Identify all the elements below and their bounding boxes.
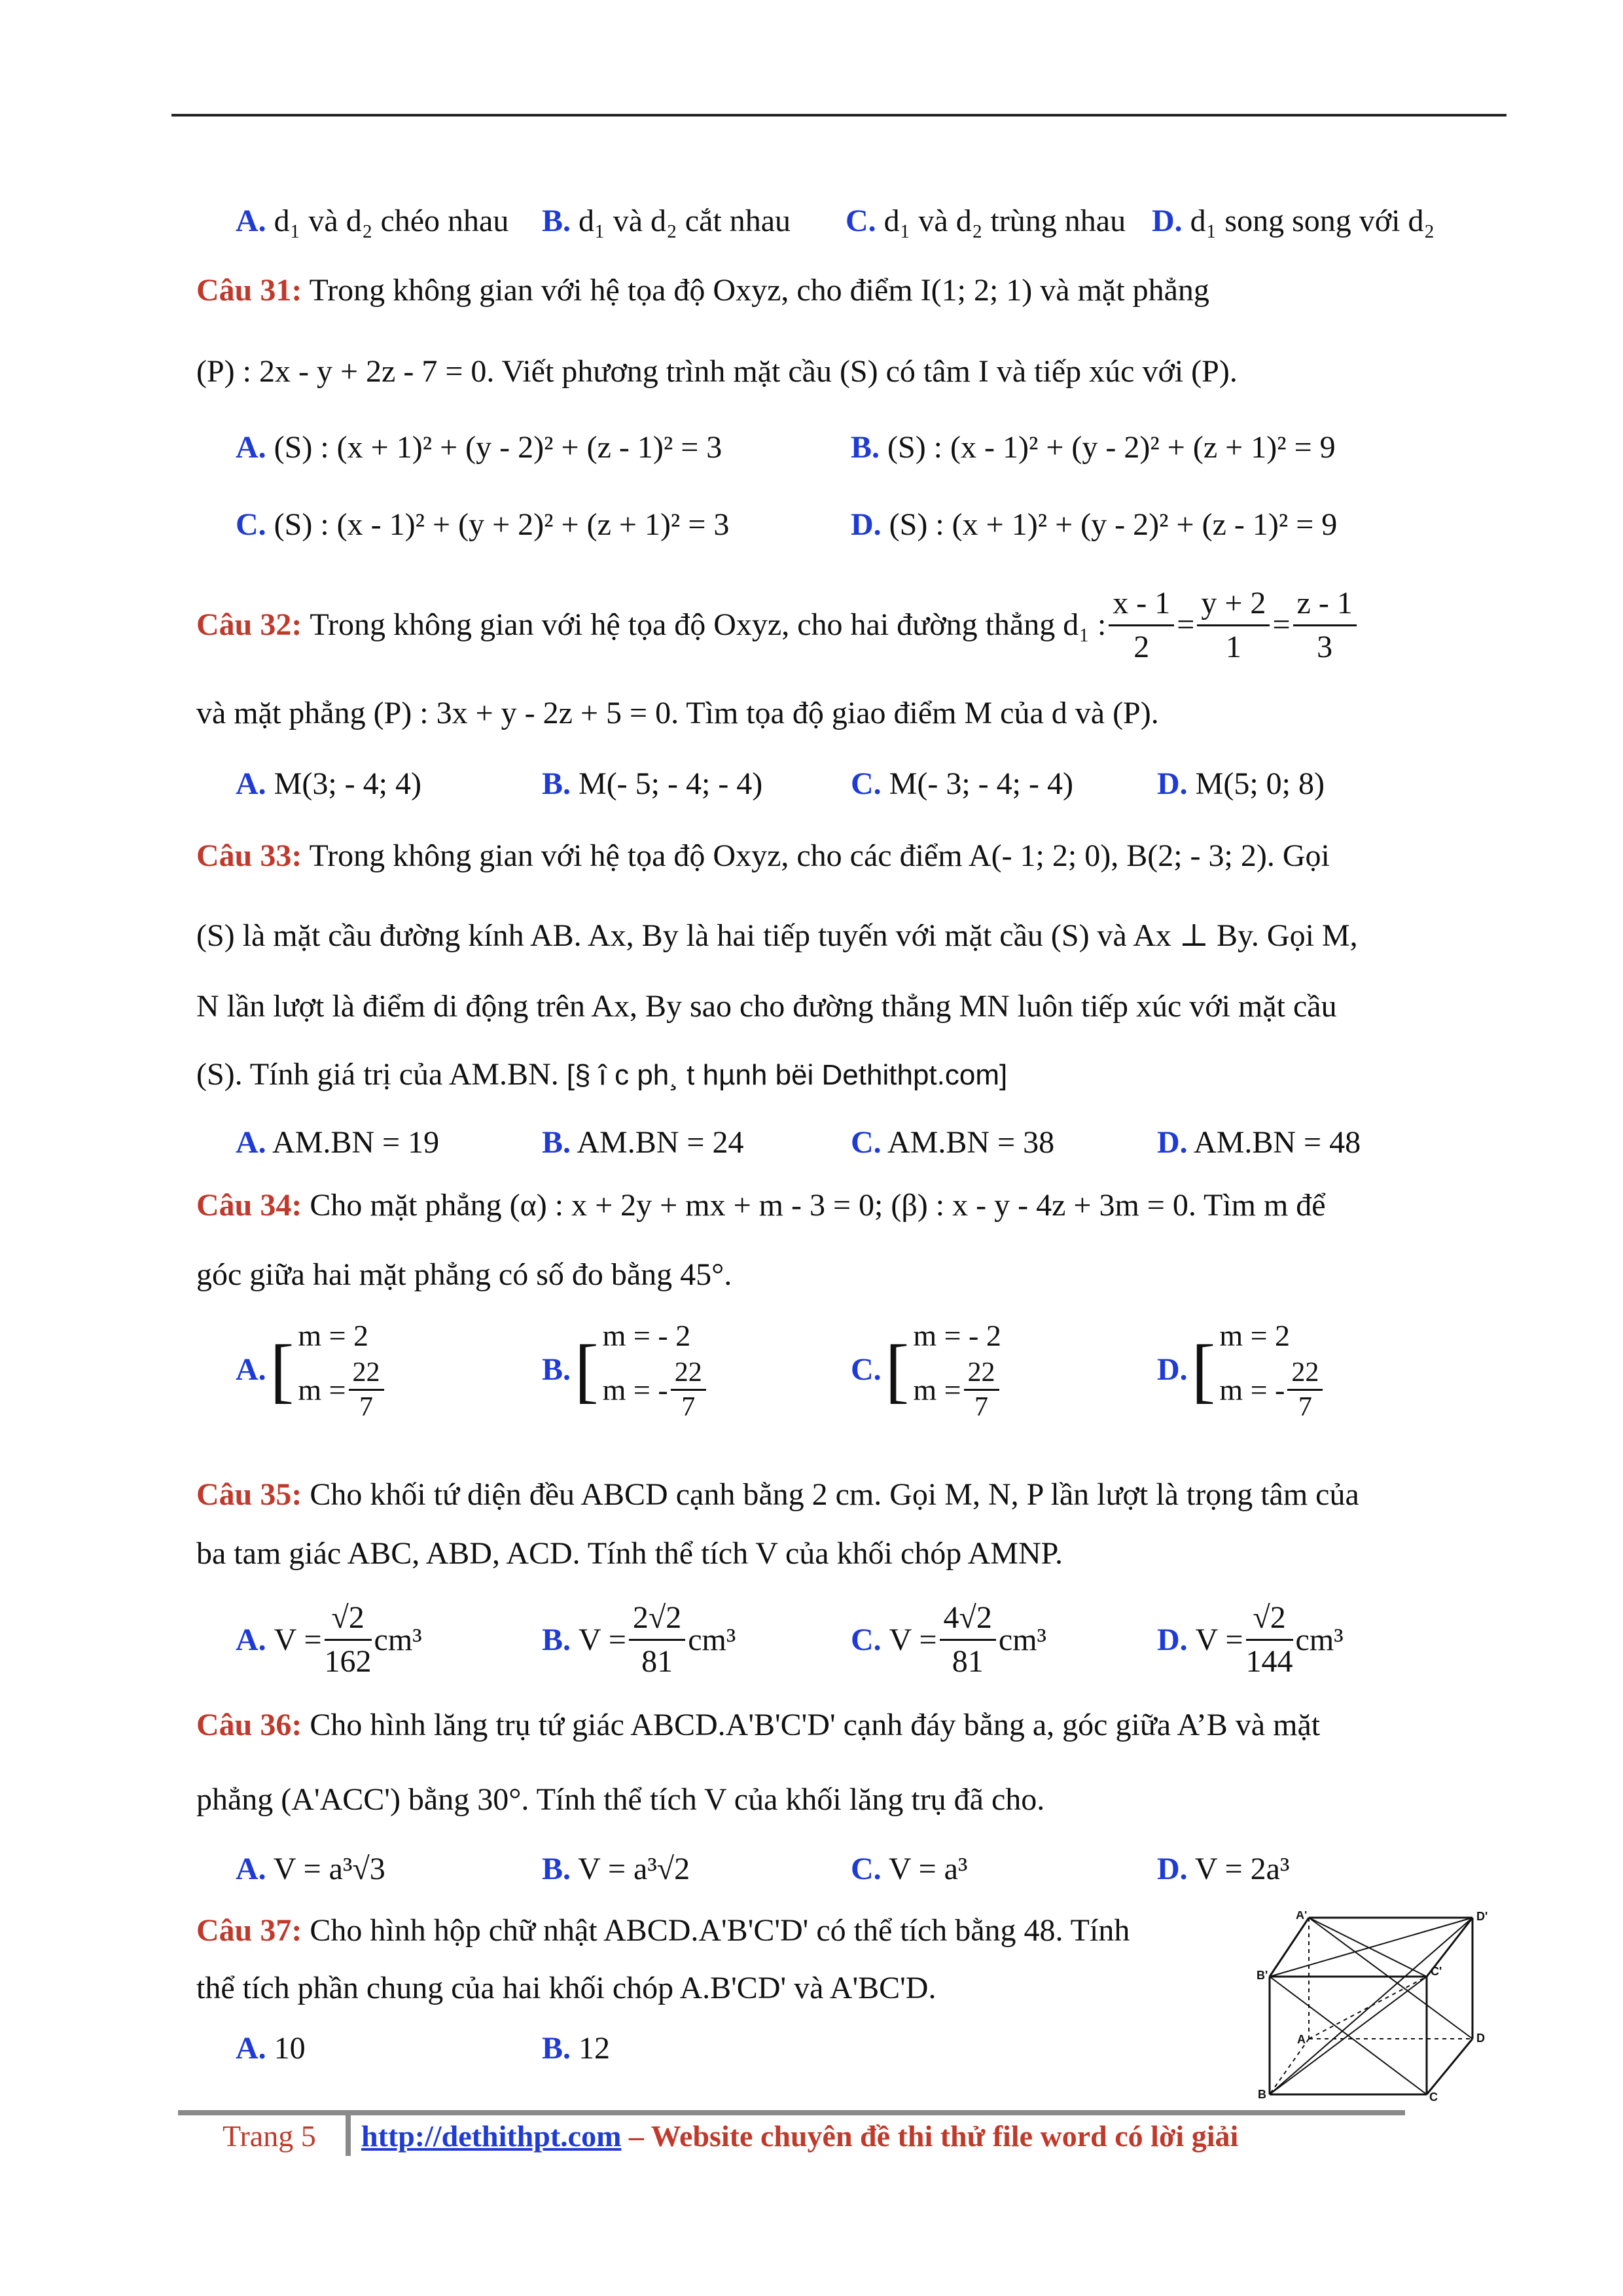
answer-label-c: C.: [846, 204, 876, 238]
question-number: Câu 34:: [196, 1188, 302, 1223]
question-text: phẳng (A'ACC') bằng 30°. Tính thể tích V của khối lăng trụ đã cho.: [196, 1782, 1045, 1817]
answer-d: V = 2a³: [1194, 1852, 1290, 1886]
question-text: Trong không gian với hệ tọa độ Oxyz, cho hai đường thẳng d₁ :: [310, 607, 1107, 642]
question-text: (S). Tính giá trị của AM.BN.: [196, 1057, 559, 1092]
answer-a: M(3; - 4; 4): [274, 766, 421, 801]
answer-a: V = a³√3: [273, 1852, 385, 1886]
answer-d: AM.BN = 48: [1194, 1125, 1361, 1160]
answer-c: V = a³: [888, 1852, 968, 1886]
question-number: Câu 31:: [196, 273, 302, 308]
answer-label-b: B.: [542, 2031, 571, 2066]
answer-label-c: C.: [851, 1352, 882, 1387]
question-text: Trong không gian với hệ tọa độ Oxyz, cho các điểm A(- 1; 2; 0), B(2; - 3; 2). Gọi: [309, 838, 1330, 873]
answer-label-a: A.: [236, 1352, 266, 1387]
question-text: Cho hình hộp chữ nhật ABCD.A'B'C'D' có thể tích bằng 48. Tính: [310, 1913, 1130, 1948]
answer-label-c: C.: [851, 1852, 882, 1886]
question-number: Câu 36:: [196, 1708, 302, 1742]
answer-b: V = a³√2: [578, 1852, 690, 1886]
answer-label-d: D.: [1157, 1352, 1188, 1387]
answer-a: A. [ m = 2 m = $\frac{22}{7}$: [236, 1316, 387, 1424]
question-number: Câu 33:: [196, 838, 302, 873]
answer-label-a: A.: [236, 1852, 266, 1886]
question-text: Cho khối tứ diện đều ABCD cạnh bằng 2 cm. Gọi M, N, P lần lượt là trọng tâm của: [310, 1477, 1359, 1512]
brace-icon: [: [885, 1329, 910, 1410]
question-number: Câu 35:: [196, 1477, 302, 1512]
answer-label-a: A.: [236, 1622, 266, 1657]
footer: [223, 2117, 316, 2156]
vertex-label: A': [1296, 1911, 1308, 1922]
answer-label-a: A.: [236, 766, 266, 801]
answer-label-b: B.: [542, 1125, 571, 1160]
answer-label-d: D.: [1157, 766, 1188, 801]
answer-b: B. [ m = - 2 m = - $\frac{22}{7}$: [542, 1316, 709, 1424]
answer-label-d: D.: [1157, 1125, 1188, 1160]
footer-url-link[interactable]: http://dethithpt.com: [361, 2119, 622, 2153]
fraction-x: $\frac{x - 1}{2}$: [1109, 583, 1174, 668]
answer-c: M(- 3; - 4; - 4): [889, 766, 1073, 801]
answer-d: D. V = $\frac{√2}{144}$ cm³: [1157, 1597, 1344, 1683]
answer-label-d: D.: [851, 507, 882, 542]
question-text: (S) là mặt cầu đường kính AB. Ax, By là hai tiếp tuyến với mặt cầu (S) và Ax ⊥ By. Gọi M,: [196, 918, 1358, 953]
vertex-label: D': [1476, 1911, 1488, 1923]
answer-label-b: B.: [542, 766, 571, 801]
answer-b: M(- 5; - 4; - 4): [579, 766, 763, 801]
question-number: Câu 37:: [196, 1913, 302, 1948]
question-text: ba tam giác ABC, ABD, ACD. Tính thể tích V của khối chóp AMNP.: [196, 1536, 1063, 1571]
answer-d: (S) : (x + 1)² + (y - 2)² + (z - 1)² = 9: [889, 507, 1338, 542]
answer-a: (S) : (x + 1)² + (y - 2)² + (z - 1)² = 3: [274, 430, 722, 465]
box-figure: [1257, 1911, 1492, 2101]
answer-c: (S) : (x - 1)² + (y + 2)² + (z + 1)² = 3: [274, 507, 730, 542]
footer-links: [361, 2117, 1238, 2156]
answer-a: AM.BN = 19: [272, 1125, 440, 1160]
answer-label-d: D.: [1157, 1622, 1188, 1657]
question-text: Trong không gian với hệ tọa độ Oxyz, cho điểm I(1; 2; 1) và mặt phẳng: [309, 273, 1209, 308]
brace-icon: [: [270, 1329, 294, 1410]
question-text: Cho hình lăng trụ tứ giác ABCD.A'B'C'D' cạnh đáy bằng a, góc giữa A’B và mặt: [310, 1708, 1321, 1742]
fraction-z: $\frac{z - 1}{3}$: [1293, 583, 1357, 668]
equals-sign: =: [1177, 607, 1195, 642]
answer-label-a: A.: [236, 430, 266, 465]
footer-rule: [178, 2110, 1405, 2115]
answer-label-d: D.: [1157, 1852, 1188, 1886]
page-number: Trang 5: [223, 2119, 316, 2153]
answer-c: C. V = $\frac{4√2}{81}$ cm³: [851, 1597, 1046, 1683]
answer-b: d₁ và d₂ cắt nhau: [579, 204, 791, 238]
answer-label-a: A.: [236, 2031, 266, 2066]
question-text: và mặt phẳng (P) : 3x + y - 2z + 5 = 0. Tìm tọa độ giao điểm M của d và (P).: [196, 696, 1159, 730]
answer-b: AM.BN = 24: [577, 1125, 744, 1160]
footer-tagline: – Website chuyên đề thi thử file word có lời giải: [628, 2119, 1239, 2153]
answer-c: AM.BN = 38: [887, 1125, 1055, 1160]
answer-b: B. V = $\frac{2√2}{81}$ cm³: [542, 1597, 736, 1683]
vertex-label: A: [1297, 2033, 1306, 2046]
footer-divider: [346, 2115, 351, 2156]
answer-label-b: B.: [851, 430, 880, 465]
answer-label-a: A.: [236, 1125, 266, 1160]
equals-sign: =: [1272, 607, 1291, 642]
answer-label-d: D.: [1152, 204, 1183, 238]
answer-label-b: B.: [542, 1352, 571, 1387]
question-text: (P) : 2x - y + 2z - 7 = 0. Viết phương trình mặt cầu (S) có tâm I và tiếp xúc với (P).: [196, 354, 1238, 389]
question-text: góc giữa hai mặt phẳng có số đo bằng 45°.: [196, 1257, 732, 1292]
answer-label-c: C.: [236, 507, 266, 542]
question-text: N lần lượt là điểm di động trên Ax, By sao cho đường thẳng MN luôn tiếp xúc với mặt cầu: [196, 989, 1337, 1024]
header-rule: [171, 114, 1507, 117]
watermark-text: [§ î c ph¸ t hµnh bëi Dethithpt.com]: [566, 1059, 1008, 1091]
question-number: Câu 32:: [196, 607, 302, 642]
vertex-label: D: [1476, 2032, 1485, 2045]
vertex-label: C': [1431, 1965, 1442, 1978]
question-text: thể tích phần chung của hai khối chóp A.B'CD' và A'BC'D.: [196, 1971, 936, 2005]
answer-label-a: A.: [236, 204, 266, 238]
answer-d: d₁ song song với d₂: [1190, 204, 1435, 238]
answer-c: C. [ m = - 2 m = $\frac{22}{7}$: [851, 1319, 1001, 1422]
answer-label-b: B.: [542, 1852, 571, 1886]
answer-c: d₁ và d₂ trùng nhau: [883, 204, 1126, 238]
answer-a: 10: [274, 2031, 306, 2066]
question-text: Cho mặt phẳng (α) : x + 2y + mx + m - 3 = 0; (β) : x - y - 4z + 3m = 0. Tìm m để: [310, 1188, 1326, 1223]
vertex-label: C: [1429, 2090, 1438, 2101]
vertex-label: B': [1257, 1969, 1268, 1982]
answer-a: d₁ và d₂ chéo nhau: [274, 204, 509, 238]
answer-label-c: C.: [851, 1125, 882, 1160]
answer-label-c: C.: [851, 766, 882, 801]
answer-b: (S) : (x - 1)² + (y - 2)² + (z + 1)² = 9: [887, 430, 1336, 465]
answer-label-b: B.: [542, 204, 571, 238]
answer-d: M(5; 0; 8): [1195, 766, 1325, 801]
answer-label-b: B.: [542, 1622, 571, 1657]
answer-d: D. [ m = 2 m = - $\frac{22}{7}$: [1157, 1316, 1325, 1424]
answer-label-c: C.: [851, 1622, 882, 1657]
brace-icon: [: [575, 1329, 599, 1410]
fraction-y: $\frac{y + 2}{1}$: [1197, 583, 1270, 668]
brace-icon: [: [1191, 1329, 1216, 1410]
answer-a: A. V = $\frac{√2}{162}$ cm³: [236, 1597, 422, 1683]
answer-b: 12: [579, 2031, 611, 2066]
vertex-label: B: [1258, 2088, 1266, 2101]
